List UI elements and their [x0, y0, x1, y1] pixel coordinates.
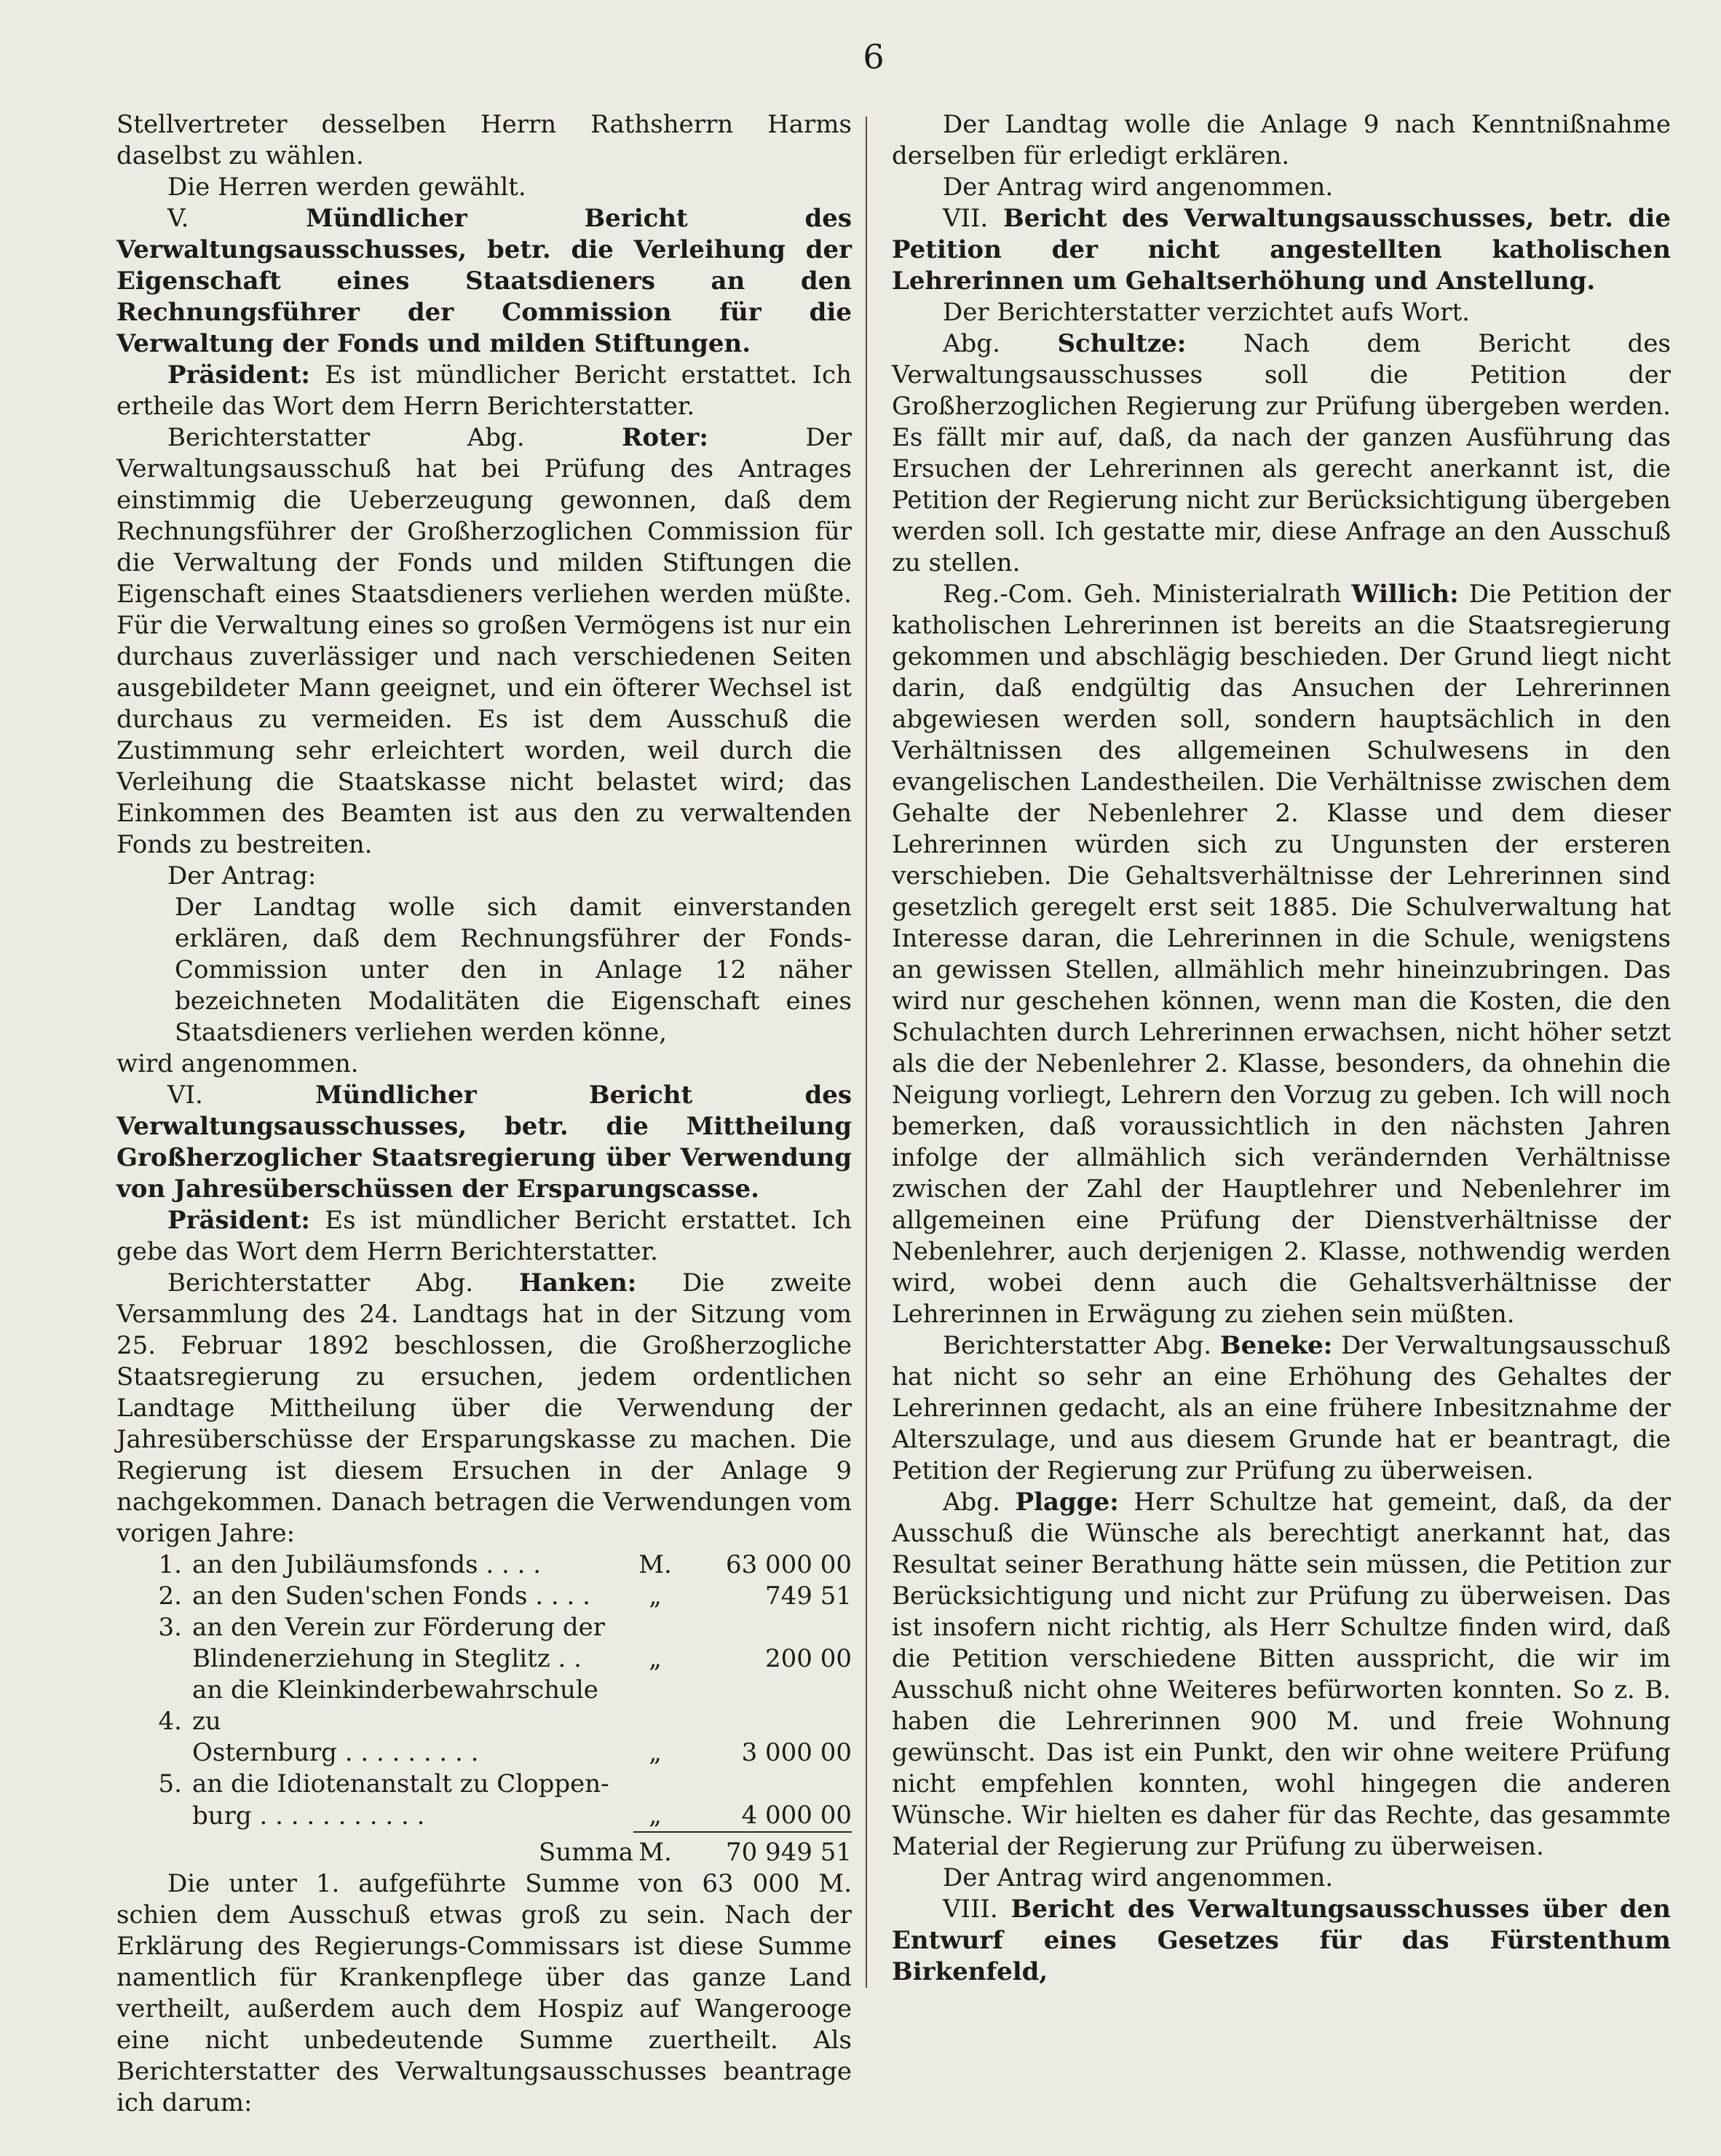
table-row	[116, 1769, 852, 1800]
item-currency: „	[649, 1738, 662, 1767]
speech-paragraph	[116, 1268, 852, 1549]
table-row	[116, 1737, 852, 1769]
speech-text: Die Petition der katholischen Lehrerinnen ist bereits an die Staatsregierung gekommen und abschlägig beschieden. Der Grund liegt nicht darin, daß endgültig das Ansuchen der Lehrerinnen abgewiesen werden soll, sondern hauptsächlich in den Verhältnissen des allgemeinen Schulwesens in den evangelischen Landestheilen. Die Verhältnisse zwischen dem Gehalte der Nebenlehrer 2. Klasse und dem dieser Lehrerinnen würden sich zu Ungunsten der ersteren verschieben. Die Gehaltsverhältnisse der Lehrerinnen sind gesetzlich geregelt erst seit 1885. Die Schulverwaltung hat Interesse daran, die Lehrerinnen in die Schule, wenigstens an gewissen Stellen, allmählich mehr hineinzubringen. Das wird nur geschehen können, wenn man die Kosten, die den Schulachten durch Lehrerinnen erwachsen, nicht höher setzt als die der Nebenlehrer 2. Klasse, besonders, da ohnehin die Neigung vorliegt, Lehrern den Vorzug zu geben. Ich will noch bemerken, daß voraussichtlich in den nächsten Jahren infolge der allmählich sich verändernden Verhältnisse zwischen der Zahl der Hauptlehrer und Nebenlehrer im allgemeinen eine Prüfung der Dienstverhältnisse der Nebenlehrer, auch derjenigen 2. Klasse, nothwendig werden wird, wobei denn auch die Gehaltsverhältnisse der Lehrerinnen in Erwägung zu ziehen sein müßten.	[892, 580, 1671, 1329]
item-description-cont: Osternburg . . . . . . . . .	[192, 1738, 479, 1767]
speech-text: Die zweite Versammlung des 24. Landtags hat in der Sitzung vom 25. Februar 1892 beschlossen, die Großherzogliche Staatsregierung zu ersuchen, jedem ordentlichen Landtage Mittheilung über die Verwendung der Jahresüberschüsse der Ersparungskasse zu machen. Die Regierung ist diesem Ersuchen in der Anlage 9 nachgekommen. Danach betragen die Verwendungen vom vorigen Jahre:	[116, 1268, 852, 1548]
item-amount: 3 000 00	[741, 1738, 852, 1767]
speaker-role: Abg.	[943, 1488, 1000, 1517]
column-divider	[866, 117, 867, 1988]
speaker-name: Schultze:	[1057, 329, 1187, 358]
section-number: VI.	[167, 1081, 203, 1110]
speaker-name: Plagge:	[1015, 1488, 1119, 1517]
item-currency: „	[649, 1582, 662, 1611]
item-number: 1.	[158, 1550, 182, 1579]
remark-text: Der Berichterstatter verzichtet aufs Wort.	[943, 298, 1470, 327]
item-currency: „	[649, 1801, 662, 1830]
speaker-name: Roter:	[622, 423, 708, 452]
table-row	[116, 1549, 852, 1581]
section-title: Mündlicher Bericht des Verwaltungsausschusses, betr. die Verleihung der Eigenschaft eines Staatsdieners an den Rechnungsführer der Commission für die Verwaltung der Fonds und milden Stiftungen.	[116, 204, 852, 358]
item-amount: 749 51	[765, 1582, 852, 1611]
speech-text: Herr Schultze hat gemeint, daß, da der Ausschuß die Wünsche als berechtigt anerkannt hat, das Resultat seiner Berathung hätte sein müssen, die Petition zur Berücksichtigung und nicht zur Prüfung zu überweisen. Das ist insofern nicht richtig, als Herr Schultze finden wird, daß die Petition verschiedene Bitten ausspricht, die wir im Ausschuß nicht ohne Weiteres befürworten konnten. So z. B. haben die Lehrerinnen 900 M. und freie Wohnung gewünscht. Das ist ein Punkt, den wir ohne weitere Prüfung nicht empfehlen konnten, wohl hingegen die anderen Wünsche. Wir hielten es daher für das Rechte, das gesammte Material der Regierung zur Prüfung zu überweisen.	[892, 1488, 1671, 1861]
item-description: an den Jubiläumsfonds . . . .	[192, 1550, 542, 1579]
speech-text: Es ist mündlicher Bericht erstattet. Ich gebe das Wort dem Herrn Berichterstatter.	[116, 1206, 852, 1266]
speech-paragraph	[116, 1205, 852, 1268]
speech-paragraph	[116, 360, 852, 422]
motion-label: Der Antrag:	[167, 861, 317, 891]
speaker-role: Berichterstatter Abg.	[943, 1331, 1212, 1360]
item-description-cont: burg . . . . . . . . . . .	[192, 1801, 425, 1831]
item-description: an die Idiotenanstalt zu Cloppen-	[192, 1769, 609, 1798]
speaker-role: Berichterstatter Abg.	[167, 423, 525, 452]
speaker-name: Präsident:	[167, 1206, 310, 1235]
section-title: Bericht des Verwaltungsausschusses über den Entwurf eines Gesetzes für das Fürstenthum Birkenfeld,	[892, 1895, 1671, 1986]
section-title: Mündlicher Bericht des Verwaltungsausschusses, betr. die Mittheilung Großherzoglicher Staatsregierung über Verwendung von Jahresüberschüssen der Ersparungscasse.	[116, 1081, 852, 1204]
section-number: VIII.	[943, 1895, 998, 1924]
motion-result: Der Antrag wird angenommen.	[943, 1863, 1334, 1892]
expenditure-table	[116, 1549, 852, 1868]
item-currency: M.	[638, 1550, 672, 1579]
table-row	[116, 1643, 852, 1675]
item-amount: 200 00	[765, 1644, 852, 1673]
speech-paragraph	[892, 1487, 1671, 1863]
speech-text: Der Verwaltungsausschuß hat nicht so sehr an eine Erhöhung des Gehaltes der Lehrerinnen gedacht, als an eine frühere Inbesitznahme der Alterszulage, und aus diesem Grunde hat er beantragt, die Petition der Regierung zur Prüfung zu überweisen.	[892, 1331, 1671, 1485]
speech-paragraph	[892, 328, 1671, 579]
item-description-cont: Blindenerziehung in Steglitz . .	[192, 1644, 582, 1673]
item-description: an den Verein zur Förderung der	[192, 1613, 606, 1642]
speaker-name: Beneke:	[1219, 1331, 1333, 1360]
section-title: Bericht des Verwaltungsausschusses, betr. die Petition der nicht angestellten katholischen Lehrerinnen um Gehaltserhöhung und Anstellung.	[892, 204, 1671, 296]
section-heading-viii	[892, 1894, 1671, 1988]
section-number: V.	[167, 204, 189, 233]
speaker-role: Reg.-Com. Geh. Ministerialrath	[943, 580, 1342, 609]
speech-text: Nach dem Bericht des Verwaltungsausschusses soll die Petition der Großherzoglichen Regierung zur Prüfung übergeben werden. Es fällt mir auf, daß, da nach der ganzen Ausführung das Ersuchen der Lehrerinnen als gerecht anerkannt ist, die Petition der Regierung nicht zur Berücksichtigung übergeben werden soll. Ich gestatte mir, diese Anfrage an den Ausschuß zu stellen.	[892, 329, 1671, 577]
motion-result: wird angenommen.	[116, 1049, 359, 1078]
speech-paragraph	[892, 1330, 1671, 1487]
speech-paragraph: Die unter 1. aufgeführte Summe von 63 000 M. schien dem Ausschuß etwas groß zu sein. Nach der Erklärung des Regierungs-Commissars ist diese Summe namentlich für Krankenpflege über das ganze Land vertheilt, außerdem auch dem Hospiz auf Wangerooge eine nicht unbedeutende Summe zuertheilt. Als Berichterstatter des Verwaltungsausschusses beantrage ich darum:	[116, 1869, 852, 2117]
elected-text: Die Herren werden gewählt.	[167, 173, 526, 202]
item-amount: 4 000 00	[741, 1801, 852, 1830]
speech-text: Es ist mündlicher Bericht erstattet. Ich ertheile das Wort dem Herrn Berichterstatter.	[116, 360, 852, 421]
left-column	[116, 109, 852, 2119]
speaker-name: Hanken:	[518, 1268, 637, 1298]
item-number: 2.	[158, 1582, 182, 1611]
motion-text: Der Landtag wolle die Anlage 9 nach Kenntnißnahme derselben für erledigt erklären.	[892, 110, 1671, 170]
item-description: an den Suden'schen Fonds . . . .	[192, 1582, 590, 1611]
right-column	[892, 109, 1671, 1988]
speech-paragraph	[116, 422, 852, 861]
speaker-name: Präsident:	[167, 360, 310, 390]
item-currency: „	[649, 1644, 662, 1673]
speech-text: Der Verwaltungsausschuß hat bei Prüfung des Antrages einstimmig die Ueberzeugung gewonnen, daß dem Rechnungsführer der Großherzoglichen Commission für die Verwaltung der Fonds und milden Stiftungen die Eigenschaft eines Staatsdieners verliehen werden müßte. Für die Verwaltung eines so großen Vermögens ist nur ein durchaus zuverlässiger und nach verschiedenen Seiten ausgebildeter Mann geeignet, und ein öfterer Wechsel ist durchaus zu vermeiden. Es ist dem Ausschuß die Zustimmung sehr erleichtert worden, weil durch die Verleihung die Staatskasse nicht belastet wird; das Einkommen des Beamten ist aus den zu verwaltenden Fonds zu bestreiten.	[116, 423, 852, 859]
speaker-name: Willich:	[1351, 580, 1459, 609]
page-number: 6	[863, 37, 885, 76]
sum-currency: M.	[633, 1832, 677, 1868]
intro-text: Stellvertreter desselben Herrn Rathsherrn Harms daselbst zu wählen.	[116, 110, 852, 170]
table-row	[116, 1800, 852, 1832]
table-row	[116, 1675, 852, 1737]
sum-row	[116, 1832, 852, 1868]
motion-result: Der Antrag wird angenommen.	[943, 173, 1334, 202]
motion-text: Der Landtag wolle sich damit einverstanden erklären, daß dem Rechnungsführer der Fonds-Commission unter den in Anlage 12 näher bezeichneten Modalitäten die Eigenschaft eines Staatsdieners verliehen werden könne,	[175, 893, 852, 1047]
section-number: VII.	[943, 204, 989, 233]
section-heading-vi	[116, 1080, 852, 1205]
sum-amount: 70 949 51	[677, 1832, 852, 1868]
table-row	[116, 1612, 852, 1643]
table-row	[116, 1581, 852, 1612]
item-description: an die Kleinkinderbewahrschule zu	[192, 1675, 598, 1736]
item-number: 5.	[158, 1769, 182, 1798]
speaker-role: Abg.	[943, 329, 1000, 358]
section-heading-vii	[892, 203, 1671, 297]
item-number: 3.	[158, 1613, 182, 1642]
sum-label: Summa	[539, 1838, 633, 1867]
speaker-role: Berichterstatter Abg.	[167, 1268, 474, 1298]
section-heading-v	[116, 203, 852, 360]
item-number: 4.	[158, 1707, 182, 1736]
speech-paragraph	[892, 579, 1671, 1330]
item-amount: 63 000 00	[725, 1550, 852, 1579]
